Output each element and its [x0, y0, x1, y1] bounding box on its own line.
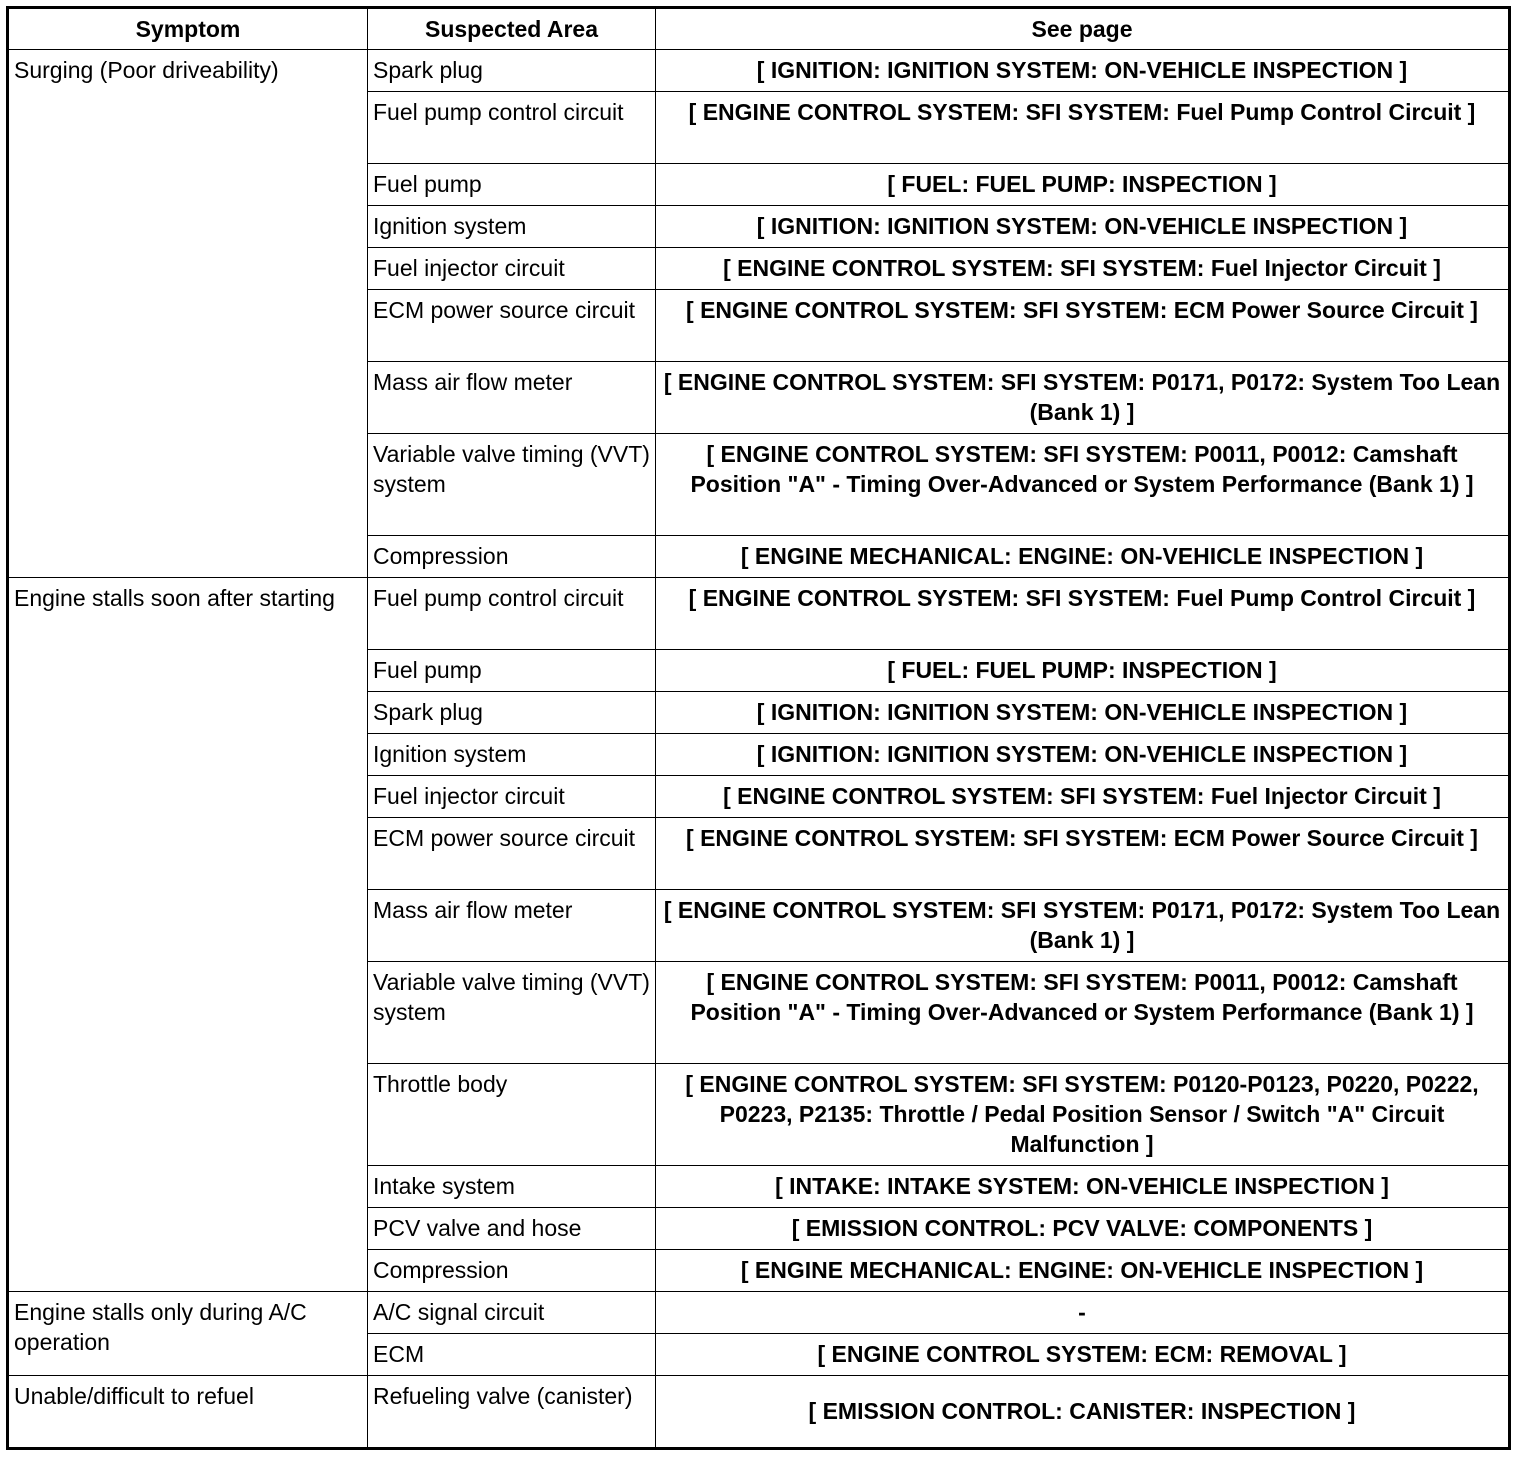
symptom-cell: Surging (Poor driveability) — [8, 50, 368, 578]
symptom-cell: Unable/difficult to refuel — [8, 1376, 368, 1449]
see-page-link[interactable]: [ FUEL: FUEL PUMP: INSPECTION ] — [656, 164, 1510, 206]
see-page-link[interactable]: [ IGNITION: IGNITION SYSTEM: ON-VEHICLE INSPECTION ] — [656, 692, 1510, 734]
see-page-link[interactable]: [ ENGINE CONTROL SYSTEM: SFI SYSTEM: Fuel Pump Control Circuit ] — [656, 92, 1510, 164]
suspected-area-cell: Fuel injector circuit — [368, 248, 656, 290]
suspected-area-cell: Variable valve timing (VVT) system — [368, 962, 656, 1064]
suspected-area-cell: Compression — [368, 536, 656, 578]
suspected-area-cell: Refueling valve (canister) — [368, 1376, 656, 1449]
see-page-link[interactable]: [ INTAKE: INTAKE SYSTEM: ON-VEHICLE INSPECTION ] — [656, 1166, 1510, 1208]
suspected-area-cell: PCV valve and hose — [368, 1208, 656, 1250]
see-page-link[interactable]: [ ENGINE CONTROL SYSTEM: SFI SYSTEM: P0120-P0123, P0220, P0222, P0223, P2135: Throttle / Pedal Position Sensor / Switch "A" Circuit Malfunction ] — [656, 1064, 1510, 1166]
suspected-area-cell: Spark plug — [368, 692, 656, 734]
suspected-area-cell: Compression — [368, 1250, 656, 1292]
see-page-link[interactable]: [ ENGINE CONTROL SYSTEM: SFI SYSTEM: Fuel Injector Circuit ] — [656, 248, 1510, 290]
see-page-value: - — [656, 1292, 1510, 1334]
table-row — [8, 50, 1510, 92]
see-page-link[interactable]: [ EMISSION CONTROL: CANISTER: INSPECTION ] — [656, 1376, 1510, 1449]
suspected-area-cell: A/C signal circuit — [368, 1292, 656, 1334]
suspected-area-cell: Spark plug — [368, 50, 656, 92]
suspected-area-cell: Fuel pump control circuit — [368, 92, 656, 164]
header-symptom: Symptom — [8, 8, 368, 50]
table-row — [8, 1292, 1510, 1334]
see-page-link[interactable]: [ ENGINE CONTROL SYSTEM: SFI SYSTEM: P0171, P0172: System Too Lean (Bank 1) ] — [656, 890, 1510, 962]
symptom-cell: Engine stalls soon after starting — [8, 578, 368, 1292]
see-page-link[interactable]: [ ENGINE CONTROL SYSTEM: SFI SYSTEM: P0171, P0172: System Too Lean (Bank 1) ] — [656, 362, 1510, 434]
suspected-area-cell: Fuel pump — [368, 650, 656, 692]
see-page-link[interactable]: [ ENGINE CONTROL SYSTEM: ECM: REMOVAL ] — [656, 1334, 1510, 1376]
see-page-link[interactable]: [ FUEL: FUEL PUMP: INSPECTION ] — [656, 650, 1510, 692]
see-page-link[interactable]: [ ENGINE MECHANICAL: ENGINE: ON-VEHICLE INSPECTION ] — [656, 536, 1510, 578]
suspected-area-cell: Intake system — [368, 1166, 656, 1208]
suspected-area-cell: Mass air flow meter — [368, 890, 656, 962]
see-page-link[interactable]: [ ENGINE CONTROL SYSTEM: SFI SYSTEM: P0011, P0012: Camshaft Position "A" - Timing Over-Advanced or System Performance (Bank 1) ] — [656, 434, 1510, 536]
suspected-area-cell: Fuel pump — [368, 164, 656, 206]
suspected-area-cell: Mass air flow meter — [368, 362, 656, 434]
see-page-link[interactable]: [ EMISSION CONTROL: PCV VALVE: COMPONENTS ] — [656, 1208, 1510, 1250]
see-page-link[interactable]: [ IGNITION: IGNITION SYSTEM: ON-VEHICLE INSPECTION ] — [656, 50, 1510, 92]
see-page-link[interactable]: [ ENGINE CONTROL SYSTEM: SFI SYSTEM: ECM Power Source Circuit ] — [656, 290, 1510, 362]
suspected-area-cell: Throttle body — [368, 1064, 656, 1166]
see-page-link[interactable]: [ ENGINE CONTROL SYSTEM: SFI SYSTEM: P0011, P0012: Camshaft Position "A" - Timing Over-Advanced or System Performance (Bank 1) ] — [656, 962, 1510, 1064]
header-suspected-area: Suspected Area — [368, 8, 656, 50]
see-page-link[interactable]: [ IGNITION: IGNITION SYSTEM: ON-VEHICLE INSPECTION ] — [656, 206, 1510, 248]
see-page-link[interactable]: [ IGNITION: IGNITION SYSTEM: ON-VEHICLE INSPECTION ] — [656, 734, 1510, 776]
table-row — [8, 578, 1510, 650]
suspected-area-cell: ECM — [368, 1334, 656, 1376]
see-page-link[interactable]: [ ENGINE CONTROL SYSTEM: SFI SYSTEM: Fuel Pump Control Circuit ] — [656, 578, 1510, 650]
header-see-page: See page — [656, 8, 1510, 50]
troubleshooting-table — [6, 6, 1511, 1450]
header-row — [8, 8, 1510, 50]
suspected-area-cell: Fuel injector circuit — [368, 776, 656, 818]
see-page-link[interactable]: [ ENGINE CONTROL SYSTEM: SFI SYSTEM: ECM Power Source Circuit ] — [656, 818, 1510, 890]
symptom-cell: Engine stalls only during A/C operation — [8, 1292, 368, 1376]
table-row — [8, 1376, 1510, 1449]
suspected-area-cell: Fuel pump control circuit — [368, 578, 656, 650]
suspected-area-cell: ECM power source circuit — [368, 818, 656, 890]
document — [6, 6, 1511, 1450]
suspected-area-cell: Ignition system — [368, 734, 656, 776]
suspected-area-cell: Ignition system — [368, 206, 656, 248]
suspected-area-cell: ECM power source circuit — [368, 290, 656, 362]
see-page-link[interactable]: [ ENGINE MECHANICAL: ENGINE: ON-VEHICLE INSPECTION ] — [656, 1250, 1510, 1292]
see-page-link[interactable]: [ ENGINE CONTROL SYSTEM: SFI SYSTEM: Fuel Injector Circuit ] — [656, 776, 1510, 818]
suspected-area-cell: Variable valve timing (VVT) system — [368, 434, 656, 536]
